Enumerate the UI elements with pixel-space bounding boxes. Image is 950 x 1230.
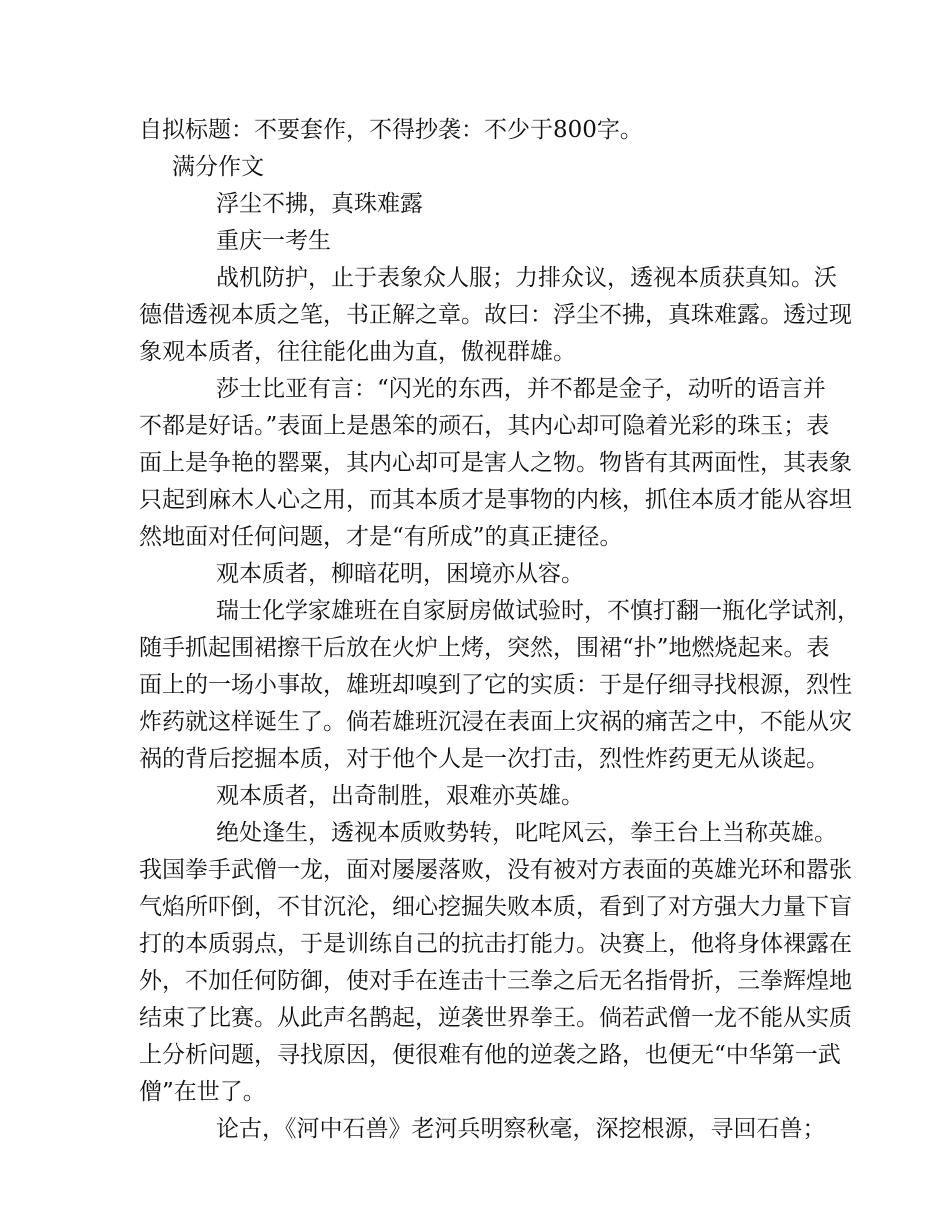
paragraph-line: 只起到麻木人心之用，而其本质才是事物的内核，抓住本质才能从容坦 (139, 487, 852, 513)
paragraph-line: 面上的一场小事故，雄班却嗅到了它的实质：于是仔细寻找根源，烈性 (139, 672, 852, 698)
instruction-line: 自拟标题：不要套作，不得抄袭：不少于800字。 (139, 117, 643, 143)
paragraph-line: 炸药就这样诞生了。倘若雄班沉浸在表面上灾祸的痛苦之中，不能从灾 (139, 709, 852, 735)
paragraph-line: 不都是好话。”表面上是愚笨的顽石，其内心却可隐着光彩的珠玉；表 (139, 413, 830, 439)
paragraph-line: 莎士比亚有言：“闪光的东西，并不都是金子，动听的语言并 (216, 376, 826, 402)
paragraph-line: 德借透视本质之笔，书正解之章。故曰：浮尘不拂，真珠难露。透过现 (139, 302, 852, 328)
paragraph-line: 上分析问题，寻找原因，便很难有他的逆袭之路，也便无“中华第一武 (139, 1042, 841, 1068)
essay-title: 浮尘不拂，真珠难露 (216, 191, 423, 217)
paragraph-line: 外，不加任何防御，使对手在连击十三拳之后无名指骨折，三拳辉煌地 (139, 968, 852, 994)
paragraph-line: 观本质者，出奇制胜，艰难亦英雄。 (216, 783, 584, 809)
paragraph-line: 然地面对任何问题，才是“有所成”的真正捷径。 (139, 524, 623, 550)
paragraph-line: 我国拳手武僧一龙，面对屡屡落败，没有被对方表面的英雄光环和嚣张 (139, 857, 852, 883)
section-heading: 满分作文 (172, 154, 264, 180)
paragraph-line: 论古，《河中石兽》老河兵明察秋毫，深挖根源，寻回石兽； (216, 1116, 826, 1142)
paragraph-line: 绝处逢生，透视本质败势转，叱咤风云，拳王台上当称英雄。 (216, 820, 837, 846)
paragraph-line: 战机防护，止于表象众人服；力排众议，透视本质获真知。沃 (216, 265, 837, 291)
paragraph-line: 随手抓起围裙擦干后放在火炉上烤，突然，围裙“扑”地燃烧起来。表 (139, 635, 830, 661)
paragraph-line: 祸的背后挖掘本质，对于他个人是一次打击，烈性炸药更无从谈起。 (139, 746, 829, 772)
paragraph-line: 气焰所吓倒，不甘沉沦，细心挖掘失败本质，看到了对方强大力量下盲 (139, 894, 852, 920)
paragraph-line: 打的本质弱点，于是训练自己的抗击打能力。决赛上，他将身体裸露在 (139, 931, 852, 957)
paragraph-line: 象观本质者，往往能化曲为直，傲视群雄。 (139, 339, 576, 365)
paragraph-line: 观本质者，柳暗花明，困境亦从容。 (216, 561, 584, 587)
paragraph-line: 面上是争艳的罂粟，其内心却可是害人之物。物皆有其两面性，其表象 (139, 450, 852, 476)
paragraph-line: 结束了比赛。从此声名鹊起，逆袭世界拳王。倘若武僧一龙不能从实质 (139, 1005, 852, 1031)
essay-author: 重庆一考生 (216, 228, 331, 254)
paragraph-line: 瑞士化学家雄班在自家厨房做试验时，不慎打翻一瓶化学试剂， (216, 598, 860, 624)
paragraph-line: 僧”在世了。 (139, 1079, 266, 1105)
essay-body (139, 112, 860, 1148)
